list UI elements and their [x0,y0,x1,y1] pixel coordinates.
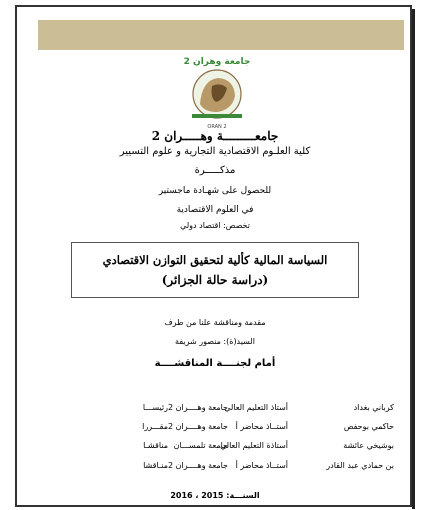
thesis-subtitle: (دراسة حالة الجزائر) [161,273,269,287]
faculty-name: كلية العلـوم الاقتصادية التجارية و علوم التسيير [119,146,311,157]
jury-member-rank: أستاذ التعليم العالي [224,403,288,412]
jury-member-name: حاكمي بوحفص [343,422,394,431]
jury-member-name: بن حمادي عبد القادر [326,461,394,470]
jury-member-university: جامعة تلمســـان [173,441,228,450]
university-name: جامعـــــــــة وهـــــران 2 [151,129,279,143]
svg-text:ORAN 2: ORAN 2 [207,124,227,130]
jury-member-role: رئيســـا [142,403,168,412]
academic-year: السنـــة: 2015 ، 2016 [170,491,260,500]
document-type: مذكـــــرة [194,165,236,176]
thesis-title-box [71,242,359,298]
student-name: السيد(ة): منصور شريفة [175,337,255,346]
jury-member-role: مقـــررا [142,422,168,431]
jury-member-university: جامعة وهــــران 2 [168,461,228,470]
jury-member-rank: أستاذة التعليم العالي [220,441,288,450]
jury-member-name: بوشيخي عائشة [343,441,394,450]
jury-member-university: جامعة وهــــران 2 [168,422,228,431]
thesis-title: السياسة المالية كألية لتحقيق التوازن الاقتصادي [102,253,328,267]
jury-heading: أمام لجنــــة المناقشــــة [154,358,276,369]
logo-text: جامعة وهران 2 [183,57,251,67]
jury-member-role: مناقشـا [143,441,168,450]
university-logo-icon [172,52,262,132]
jury-member-role: منـاقشا [143,461,168,470]
degree-purpose: للحصول على شهـادة ماجستير [158,186,272,196]
header-banner [38,20,404,50]
field-of-study: في العلوم الاقتصادية [176,205,254,215]
specialty: تخصص: اقتصاد دولي [180,221,250,230]
jury-member-name: كرباني بغداد [353,403,394,412]
jury-member-rank: أستــاذ محاضر أ [235,422,288,431]
presentation-line: مقدمة ومناقشة علنا من طرف [164,318,266,327]
jury-member-university: جامعة وهــــران 2 [168,403,228,412]
jury-member-rank: أستــاذ محاضر أ [235,461,288,470]
